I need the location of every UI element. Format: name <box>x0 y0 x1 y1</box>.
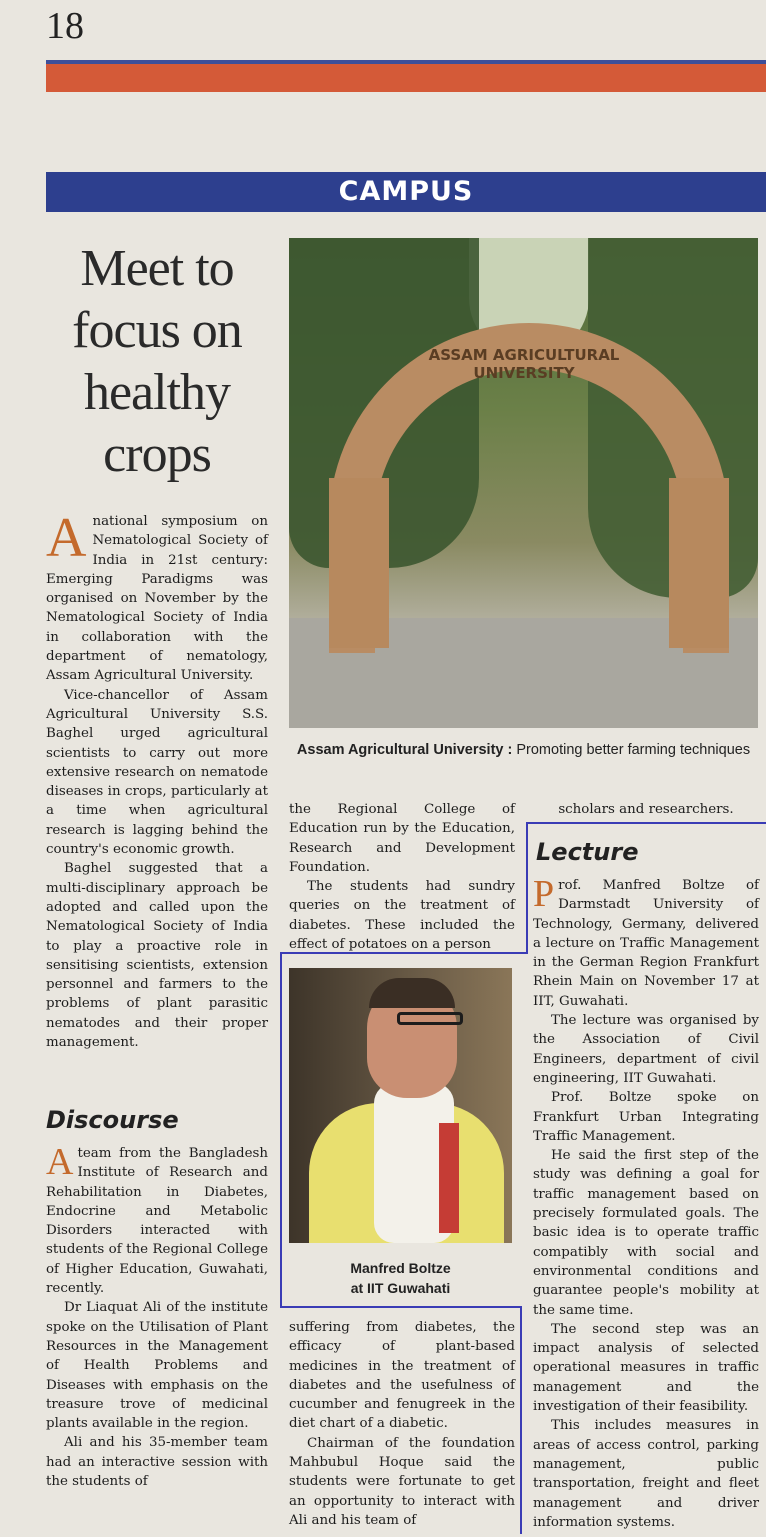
article-para: Anational symposium on Nematological Society of India in 21st century: Emerging Paradigms was organised on November by the Nematological Society of India in collaboration with the department of nematology, Assam Agricultural University. <box>46 507 268 684</box>
photo-caption-text: Promoting better farming techniques <box>512 742 751 758</box>
marker-line <box>526 822 528 952</box>
dropcap: A <box>46 507 87 569</box>
article-para: The lecture was organised by the Association of Civil Engineers, department of civil engineering, IIT Guwahati. <box>533 1013 759 1086</box>
article-para: Dr Liaquat Ali of the institute spoke on the Utilisation of Plant Resources in the Management of Health Problems and Diseases with emphasis on the treasure trove of medicinal plants available in the region. <box>46 1300 268 1432</box>
article-para: The second step was an impact analysis of selected operational measures in traffic management and the investigation of their feasibility. <box>533 1321 759 1415</box>
article-para: suffering from diabetes, the efficacy of plant-based medicines in the treatment of diabetes and the usefulness of cucumber and fenugreek in the diet chart of a diabetic. <box>289 1320 515 1432</box>
dropcap: A <box>46 1141 74 1183</box>
page-number: 18 <box>46 5 84 47</box>
article-para: Vice-chancellor of Assam Agricultural University S.S. Baghel urged agricultural scientists to carry out more extensive research on nematode diseases in crops, particularly at a time when agricultural research is lagging behind the country's economic growth. <box>46 687 268 858</box>
article-discourse-continued <box>289 800 515 954</box>
headline: Meet to focus on healthy crops <box>72 240 242 483</box>
lecture-heading: Lecture <box>536 838 639 866</box>
section-title: CAMPUS <box>338 176 474 207</box>
marker-line <box>280 1306 520 1308</box>
gate-sign-text: ASSAM AGRICULTURAL UNIVERSITY <box>428 346 620 382</box>
discourse-heading: Discourse <box>46 1106 179 1134</box>
article-discourse-end: scholars and researchers. <box>558 802 734 817</box>
marker-line <box>280 952 282 1308</box>
article-para: the Regional College of Education run by the Education, Research and Development Foundation. <box>289 802 515 875</box>
photo-caption <box>289 740 758 760</box>
article-lecture <box>533 873 759 1532</box>
article-symposium <box>46 507 268 1052</box>
university-gate-photo <box>289 238 758 728</box>
section-banner <box>46 172 766 212</box>
article-para: The students had sundry queries on the treatment of diabetes. These included the effect of potatoes on a person <box>289 879 515 953</box>
boltze-photo <box>289 968 512 1243</box>
article-para: Prof. Boltze spoke on Frankfurt Urban Integrating Traffic Management. <box>533 1090 759 1144</box>
marker-line <box>520 1306 522 1534</box>
dropcap: P <box>533 873 555 915</box>
header-color-bar <box>46 64 766 92</box>
article-para: Ali and his 35-member team had an interactive session with the students of <box>46 1435 268 1490</box>
article-para: Chairman of the foundation Mahbubul Hoque said the students were fortunate to get an opportunity to interact with Ali and his team of <box>289 1435 515 1528</box>
marker-line <box>526 822 766 824</box>
article-para: This includes measures in areas of access control, parking management, public transportation, freight and fleet management and driver information systems. <box>533 1418 759 1530</box>
article-para: Prof. Manfred Boltze of Darmstadt University of Technology, Germany, delivered a lecture on Traffic Management in the German Region Frankfurt Rhein Main on November 17 at IIT, Guwahati. <box>533 873 759 1009</box>
photo-caption-bold: Assam Agricultural University : <box>296 742 513 758</box>
article-para: He said the first step of the study was defining a goal for traffic management based on precisely formulated goals. The basic idea is to operate traffic compatibly with social and environmental conditions and guarantee people's mobility at the same time. <box>533 1148 759 1318</box>
article-discourse <box>46 1141 268 1491</box>
article-para: Baghel suggested that a multi-disciplinary approach be adopted and called upon the Nematological Society of India to play a proactive role in sensitising scientists, extension personnel and farmers to the problems of plant parasitic nematodes and their proper management. <box>46 861 268 1051</box>
boltze-caption: Manfred Boltze at IIT Guwahati <box>350 1260 451 1296</box>
marker-line <box>280 952 528 954</box>
article-discourse-continued-2 <box>289 1318 515 1530</box>
article-para: Ateam from the Bangladesh Institute of Research and Rehabilitation in Diabetes, Endocrine and Metabolic Disorders interacted with students of the Regional College of Higher Education, Guwahati, recently. <box>46 1141 268 1297</box>
